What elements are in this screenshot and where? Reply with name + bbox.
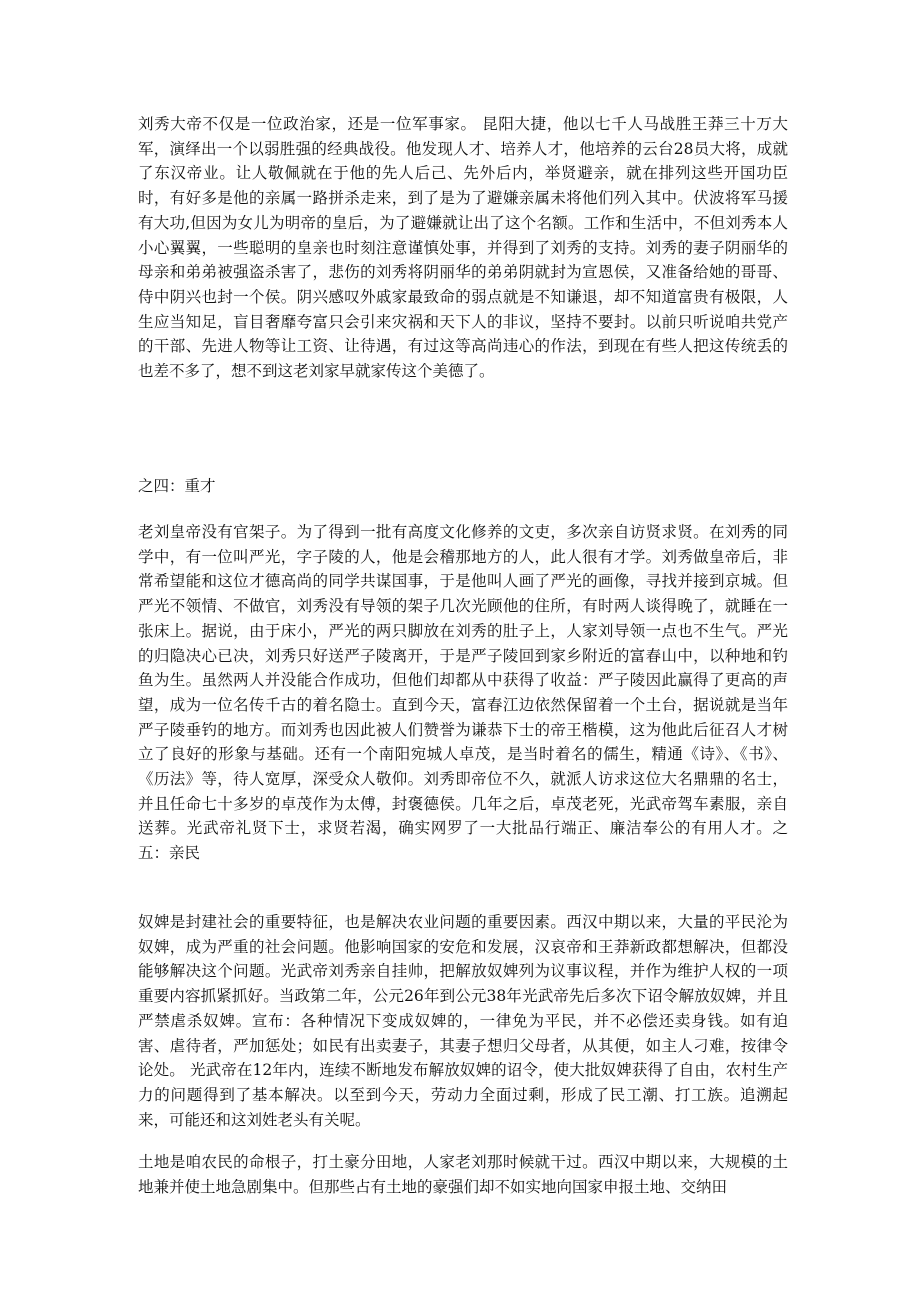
paragraph-military: 刘秀大帝不仅是一位政治家，还是一位军事家。 昆阳大捷，他以七千人马战胜王莽三十万大军，演绎出一个以弱胜强的经典战役。他发现人才、培养人才，他培养的云台28员大将，成就了东汉帝业。让人敬佩就在于他的先人后己、先外后内，举贤避亲，就在排列这些开国功臣时，有好多是他的亲属一路拼杀走来，到了是为了避嫌亲属未将他们列入其中。伏波将军马援有大功,但因为女儿为明帝的皇后，为了避嫌就让出了这个名额。工作和生活中，不但刘秀本人小心翼翼，一些聪明的皇亲也时刻注意谨慎处事，并得到了刘秀的支持。刘秀的妻子阴丽华的母亲和弟弟被强盗杀害了，悲伤的刘秀将阴丽华的弟弟阴就封为宣恩侯，又准备给她的哥哥、侍中阴兴也封一个侯。阴兴感叹外戚家最致命的弱点就是不知谦退，却不知道富贵有极限，人生应当知足，盲目奢靡夸富只会引来灾祸和天下人的非议，坚持不要封。以前只听说咱共党产的干部、先进人物等让工资、让待遇，有过这等高尚违心的作法，到现在有些人把这传统丢的也差不多了，想不到这老刘家早就家传这个美德了。: [138, 115, 788, 381]
paragraph-land: 土地是咱农民的命根子，打土豪分田地，人家老刘那时候就干过。西汉中期以来，大规模的土地兼并使土地急剧集中。但那些占有土地的豪强们却不如实地向国家申报土地、交纳田: [138, 1153, 788, 1196]
paragraph-slaves: 奴婢是封建社会的重要特征，也是解决农业问题的重要因素。西汉中期以来，大量的平民沦为奴婢，成为严重的社会问题。他影响国家的安危和发展，汉哀帝和王莽新政都想解决，但都没能够解决这个问题。光武帝刘秀亲自挂帅，把解放奴婢列为议事议程，并作为维护人权的一项重要内容抓紧抓好。当政第二年，公元26年到公元38年光武帝先后多次下诏令解放奴婢，并且严禁虐杀奴婢。宣布：各种情况下变成奴婢的，一律免为平民，并不必偿还卖身钱。如有迫害、虐待者，严加惩处；如民有出卖妻子，其妻子想归父母者，从其便，如主人刁难，按律令论处。 光武帝在12年内，连续不断地发布解放奴婢的诏令，使大批奴婢获得了自由，农村生产力的问题得到了基本解决。以至到今天，劳动力全面过剩，形成了民工潮、打工族。追溯起来，可能还和这刘姓老头有关呢。: [138, 913, 788, 1129]
paragraph-talent: 老刘皇帝没有官架子。为了得到一批有高度文化修养的文吏，多次亲自访贤求贤。在刘秀的同学中，有一位叫严光，字子陵的人，他是会稽那地方的人，此人很有才学。刘秀做皇帝后，非常希望能和这位才德高尚的同学共谋国事，于是他叫人画了严光的画像，寻找并接到京城。但严光不领情、不做官，刘秀没有导领的架子几次光顾他的住所，有时两人谈得晚了，就睡在一张床上。据说，由于床小，严光的两只脚放在刘秀的肚子上，人家刘导领一点也不生气。严光的归隐决心已决，刘秀只好送严子陵离开，于是严子陵回到家乡附近的富春山中，以种地和钓鱼为生。虽然两人并没能合作成功，但他们却都从中获得了收益：严子陵因此赢得了更高的声望，成为一位名传千古的着名隐士。直到今天，富春江边依然保留着一个土台，据说就是当年严子陵垂钓的地方。而刘秀也因此被人们赞誉为谦恭下士的帝王楷模，这为他此后征召人才树立了良好的形象与基础。还有一个南阳宛城人卓茂，是当时着名的儒生，精通《诗》、《书》、《历法》等，待人宽厚，深受众人敬仰。刘秀即帝位不久，就派人访求这位大名鼎鼎的名士，并且任命七十多岁的卓茂作为太傅，封褒德侯。几年之后，卓茂老死，光武帝驾车素服，亲自送葬。光武帝礼贤下士，求贤若渴，确实网罗了一大批品行端正、廉洁奉公的有用人才。之五：亲民: [138, 523, 788, 863]
section-heading-4: 之四：重才: [138, 477, 216, 495]
